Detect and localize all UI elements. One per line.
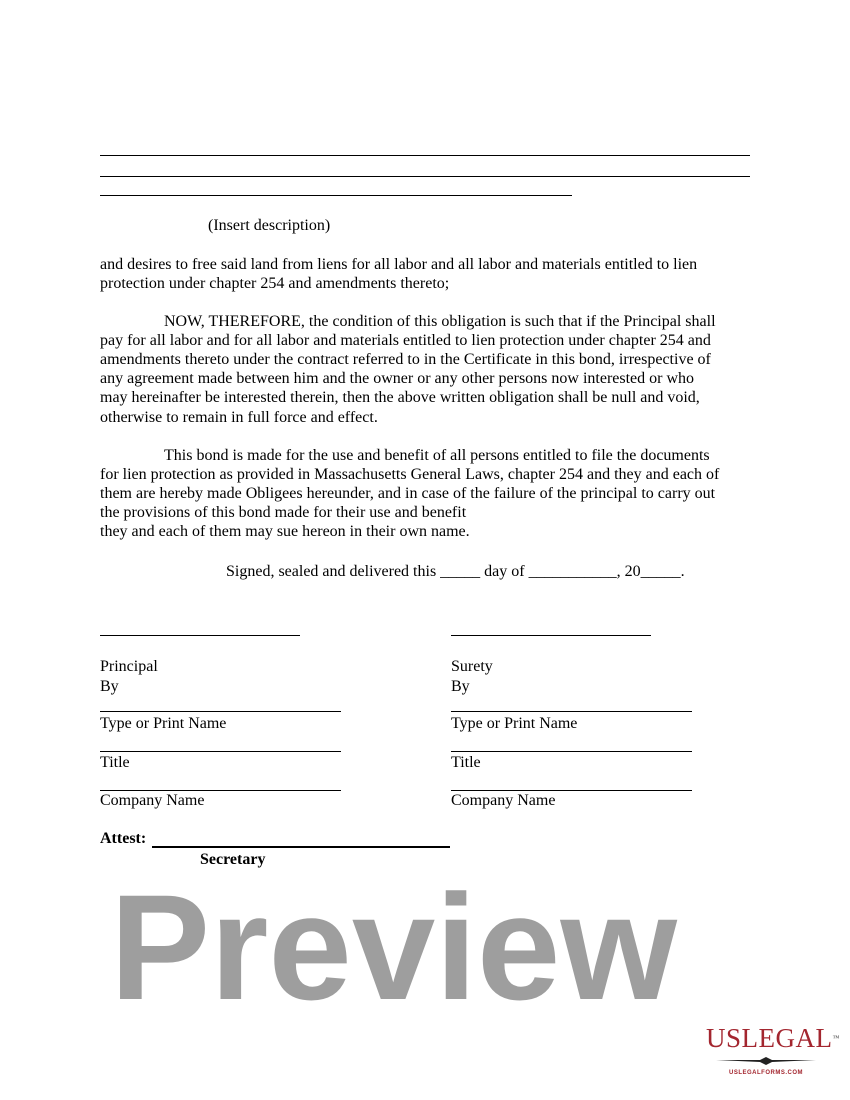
uslegal-logo — [706, 1023, 840, 1076]
para1-line: and desires to free said land from liens for all labor and all labor and materials entitled to lien — [100, 256, 698, 273]
para3-line: This bond is made for the use and benefit of all persons entitled to file the documents — [164, 447, 710, 464]
secretary-label: Secretary — [200, 851, 266, 868]
attest-label: Attest: — [100, 830, 147, 847]
para3-line: for lien protection as provided in Massachusetts General Laws, chapter 254 and they and each of — [100, 466, 720, 483]
logo-url: USLEGALFORMS.COM — [729, 1070, 803, 1076]
para3-line: they and each of them may sue hereon in their own name. — [100, 523, 470, 540]
description-line-2 — [100, 176, 750, 177]
para2-line: may hereinafter be interested therein, then the above written obligation shall be null and void, — [100, 389, 700, 406]
para2-line: NOW, THEREFORE, the condition of this obligation is such that if the Principal shall — [164, 313, 716, 330]
para2-line: any agreement made between him and the owner or any other persons now interested or who — [100, 370, 695, 387]
principal-name-line[interactable] — [100, 751, 341, 752]
eagle-icon — [716, 1057, 816, 1065]
logo-name: USLEGAL — [706, 1023, 833, 1053]
para3-line: them are hereby made Obligees hereunder, and in case of the failure of the principal to carry out — [100, 485, 716, 502]
description-line-1 — [100, 155, 750, 156]
para2-line: amendments thereto under the contract referred to in the Certificate in this bond, irrespective of — [100, 351, 711, 368]
attest-line[interactable] — [152, 846, 450, 848]
surety-name-label: Type or Print Name — [451, 715, 578, 732]
preview-watermark: Preview — [110, 863, 678, 1031]
principal-company-label: Company Name — [100, 792, 205, 809]
principal-by-label: By — [100, 678, 119, 695]
principal-name-label: Type or Print Name — [100, 715, 227, 732]
surety-by-label: By — [451, 678, 470, 695]
para2-line: otherwise to remain in full force and effect. — [100, 409, 378, 426]
insert-description-hint: (Insert description) — [208, 217, 331, 234]
principal-title-label: Title — [100, 754, 130, 771]
para3-line: the provisions of this bond made for their use and benefit — [100, 504, 467, 521]
description-line-3 — [100, 195, 572, 196]
surety-by-line[interactable] — [451, 711, 692, 712]
surety-name-line[interactable] — [451, 751, 692, 752]
principal-signature-line[interactable] — [100, 635, 300, 636]
surety-company-label: Company Name — [451, 792, 556, 809]
surety-signature-line[interactable] — [451, 635, 651, 636]
signed-line: Signed, sealed and delivered this _____ day of ___________, 20_____. — [226, 563, 685, 580]
para1-line: protection under chapter 254 and amendments thereto; — [100, 275, 450, 292]
surety-title-label: Title — [451, 754, 481, 771]
principal-label: Principal — [100, 658, 158, 675]
para2-line: pay for all labor and for all labor and materials entitled to lien protection under chapter 254 and — [100, 332, 711, 349]
logo-tm: ™ — [832, 1034, 840, 1042]
principal-by-line[interactable] — [100, 711, 341, 712]
surety-label: Surety — [451, 658, 493, 675]
